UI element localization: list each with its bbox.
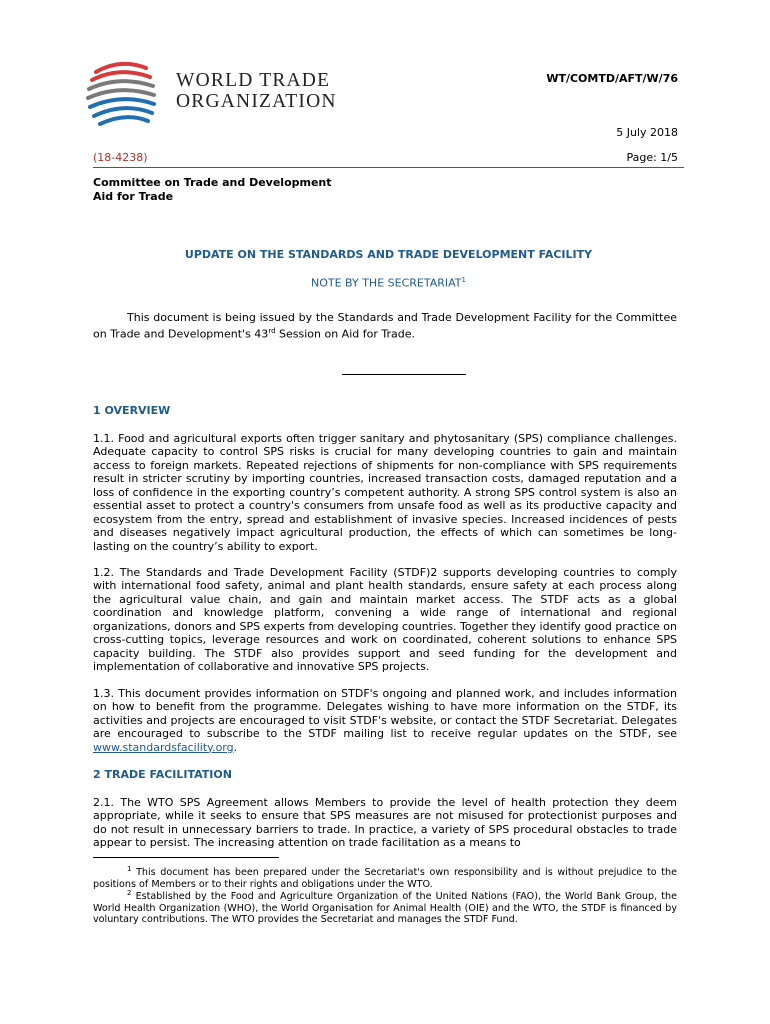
paragraph-1-3 bbox=[93, 687, 677, 754]
committee-subtitle: Aid for Trade bbox=[93, 190, 174, 203]
section-heading-overview: 1 OVERVIEW bbox=[93, 404, 171, 417]
note-line bbox=[93, 276, 684, 290]
document-symbol: WT/COMTD/AFT/W/76 bbox=[546, 72, 678, 85]
header-divider bbox=[93, 167, 684, 168]
paragraph-1-3-end: . bbox=[233, 740, 238, 754]
footnote-2-mark: 2 bbox=[127, 889, 132, 897]
document-reference: (18-4238) bbox=[93, 151, 148, 164]
intro-paragraph bbox=[93, 311, 677, 341]
section-separator bbox=[342, 374, 466, 375]
footnote-1-text: This document has been prepared under the Secretariat's own responsibility and is without prejudice to the positions of Members or to their rights and obligations under the WTO. bbox=[93, 867, 677, 890]
org-name-line2: ORGANIZATION bbox=[176, 91, 337, 112]
paragraph-1-1: 1.1. Food and agricultural exports often trigger sanitary and phytosanitary (SPS) compliance challenges. Adequate capacity to control SPS risks is crucial for many developing countries to gain and maintain access to foreign markets. Repeated rejections of shipments for non-compliance with SPS requirements result in stricter scrutiny by importing countries, increased transaction costs, damaged reputation and a loss of confidence in the exporting country’s competent authority. A strong SPS control system is also an essential asset to protect a country's consumers from unsafe food as well as its productive capacity and ecosystem from the entry, spread and establishment of invasive species. Increased incidences of pests and diseases negatively impact agricultural production, the effects of which can sometimes be long-lasting on the country’s ability to export. bbox=[93, 432, 677, 553]
document-title: UPDATE ON THE STANDARDS AND TRADE DEVELOPMENT FACILITY bbox=[184, 248, 593, 261]
footnote-1 bbox=[93, 864, 677, 890]
section-heading-trade-facilitation: 2 TRADE FACILITATION bbox=[93, 768, 232, 781]
wto-logo bbox=[84, 56, 337, 128]
org-name-line1: WORLD TRADE bbox=[176, 70, 331, 91]
note-text: NOTE BY THE SECRETARIAT bbox=[311, 276, 462, 290]
committee-block bbox=[93, 176, 332, 204]
intro-superscript: rd bbox=[268, 326, 276, 335]
footnote-1-mark: 1 bbox=[127, 865, 132, 873]
page-number: Page: 1/5 bbox=[626, 151, 678, 164]
paragraph-1-3-text: 1.3. This document provides information on STDF's ongoing and planned work, and includes information on how to benefit from the programme. Delegates wishing to have more information on the STDF, its activities and projects are encouraged to visit STDF's website, or contact the STDF Secretariat. Delegates are encouraged to subscribe to the STDF mailing list to receive regular updates on the STDF, see bbox=[93, 687, 677, 741]
committee-name: Committee on Trade and Development bbox=[93, 176, 332, 189]
intro-text-2: Session on Aid for Trade. bbox=[275, 327, 415, 341]
footnote-2-text: Established by the Food and Agriculture Organization of the United Nations (FAO), the World Bank Group, the World Health Organization (WHO), the World Organisation for Animal Health (OIE) and the WTO, the STDF is financed by voluntary contributions. The WTO provides the Secretariat and manages the STDF Fund. bbox=[93, 891, 677, 926]
standards-facility-link[interactable]: www.standardsfacility.org bbox=[93, 740, 234, 754]
note-footnote-mark[interactable]: 1 bbox=[461, 276, 466, 284]
document-date: 5 July 2018 bbox=[616, 126, 678, 139]
intro-text-1: This document is being issued by the Standards and Trade Development Facility for the Committee on Trade and Development's 43 bbox=[93, 311, 677, 341]
paragraph-2-1: 2.1. The WTO SPS Agreement allows Members to provide the level of health protection they deem appropriate, while it seeks to ensure that SPS measures are not misused for protectionist purposes and do not result in unnecessary barriers to trade. In practice, a variety of SPS procedural obstacles to trade appear to persist. The increasing attention on trade facilitation as a means to bbox=[93, 796, 677, 850]
footnote-divider bbox=[93, 857, 279, 858]
wto-logo-mark-icon bbox=[84, 56, 174, 128]
footnote-2 bbox=[93, 888, 677, 926]
paragraph-1-2: 1.2. The Standards and Trade Development Facility (STDF)2 supports developing countries to comply with international food safety, animal and plant health standards, ensure safety at each process along the agricultural value chain, and gain and maintain market access. The STDF acts as a global coordination and knowledge platform, convening a wide range of international and regional organizations, donors and SPS experts from developing countries. Together they identify good practice on cross-cutting topics, leverage resources and work on coordinated, coherent solutions to enhance SPS capacity building. The STDF also provides support and seed funding for the development and implementation of collaborative and innovative SPS projects. bbox=[93, 566, 677, 674]
